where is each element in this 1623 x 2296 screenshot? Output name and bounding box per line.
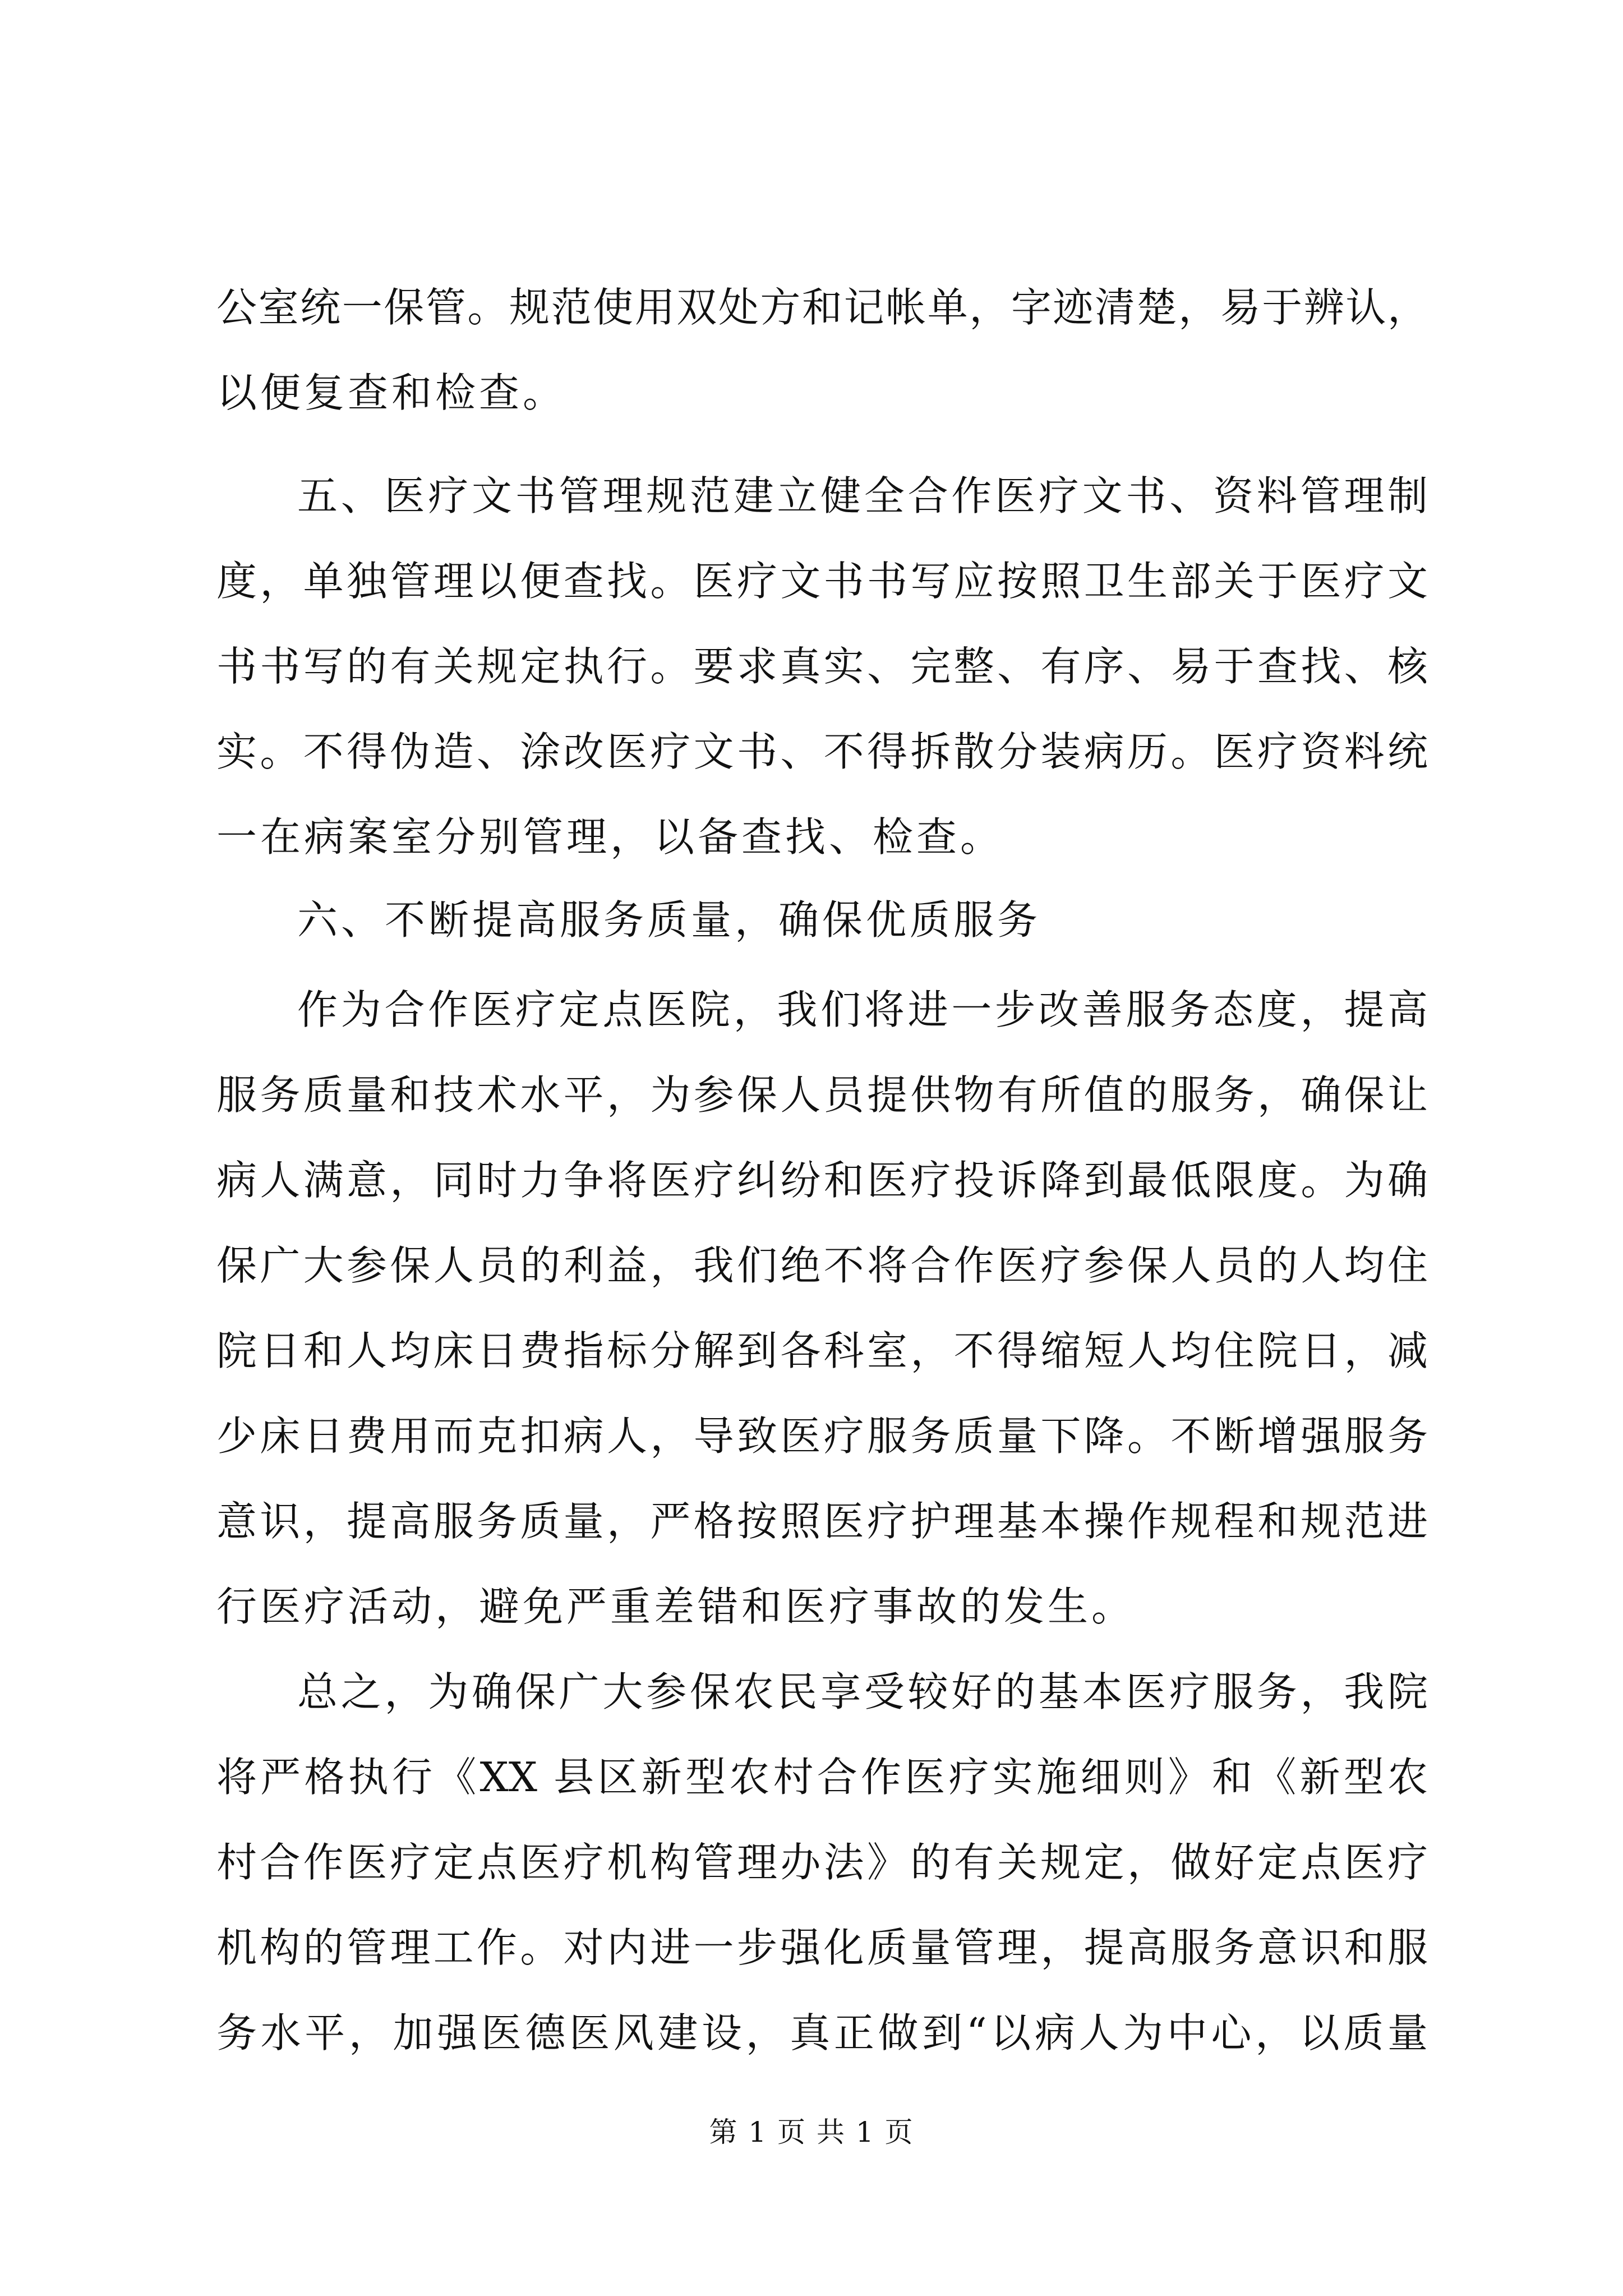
body-text-line: 实。不得伪造、涂改医疗文书、不得拆散分装病历。医疗资料统 bbox=[216, 728, 1428, 775]
body-text-line: 保广大参保人员的利益，我们绝不将合作医疗参保人员的人均住 bbox=[216, 1242, 1428, 1289]
section-heading-6: 六、不断提高服务质量，确保优质服务 bbox=[297, 896, 1041, 944]
body-text-line: 一在病案室分别管理，以备查找、检查。 bbox=[216, 813, 1004, 861]
body-text-line: 公室统一保管。规范使用双处方和记帐单，字迹清楚，易于辨认， bbox=[216, 284, 1428, 331]
body-text-line: 院日和人均床日费指标分解到各科室，不得缩短人均住院日，减 bbox=[216, 1327, 1428, 1374]
body-text-line: 机构的管理工作。对内进一步强化质量管理，提高服务意识和服 bbox=[216, 1924, 1428, 1971]
body-text-line: 务水平，加强医德医风建设，真正做到“以病人为中心，以质量 bbox=[216, 2009, 1428, 2056]
body-text-line: 度，单独管理以便查找。医疗文书书写应按照卫生部关于医疗文 bbox=[216, 558, 1428, 605]
body-text-line: 作为合作医疗定点医院，我们将进一步改善服务态度，提高 bbox=[297, 986, 1428, 1033]
body-text-line: 村合作医疗定点医疗机构管理办法》的有关规定，做好定点医疗 bbox=[216, 1839, 1428, 1886]
body-text-line: 书书写的有关规定执行。要求真实、完整、有序、易于查找、核 bbox=[216, 643, 1428, 690]
body-text-line: 少床日费用而克扣病人，导致医疗服务质量下降。不断增强服务 bbox=[216, 1412, 1428, 1460]
body-text-line: 服务质量和技术水平，为参保人员提供物有所值的服务，确保让 bbox=[216, 1071, 1428, 1119]
body-text-line: 将严格执行《XX 县区新型农村合作医疗实施细则》和《新型农 bbox=[216, 1754, 1428, 1801]
body-text-line: 行医疗活动，避免严重差错和医疗事故的发生。 bbox=[216, 1583, 1136, 1630]
body-text-line: 以便复查和检查。 bbox=[216, 369, 567, 416]
page-footer: 第 1 页 共 1 页 bbox=[709, 2116, 914, 2148]
body-text-line: 病人满意，同时力争将医疗纠纷和医疗投诉降到最低限度。为确 bbox=[216, 1157, 1428, 1204]
body-text-line: 意识，提高服务质量，严格按照医疗护理基本操作规程和规范进 bbox=[216, 1498, 1428, 1545]
conclusion-text-line: 总之，为确保广大参保农民享受较好的基本医疗服务，我院 bbox=[297, 1668, 1428, 1715]
section-heading-5-line: 五、医疗文书管理规范建立健全合作医疗文书、资料管理制 bbox=[297, 472, 1428, 519]
